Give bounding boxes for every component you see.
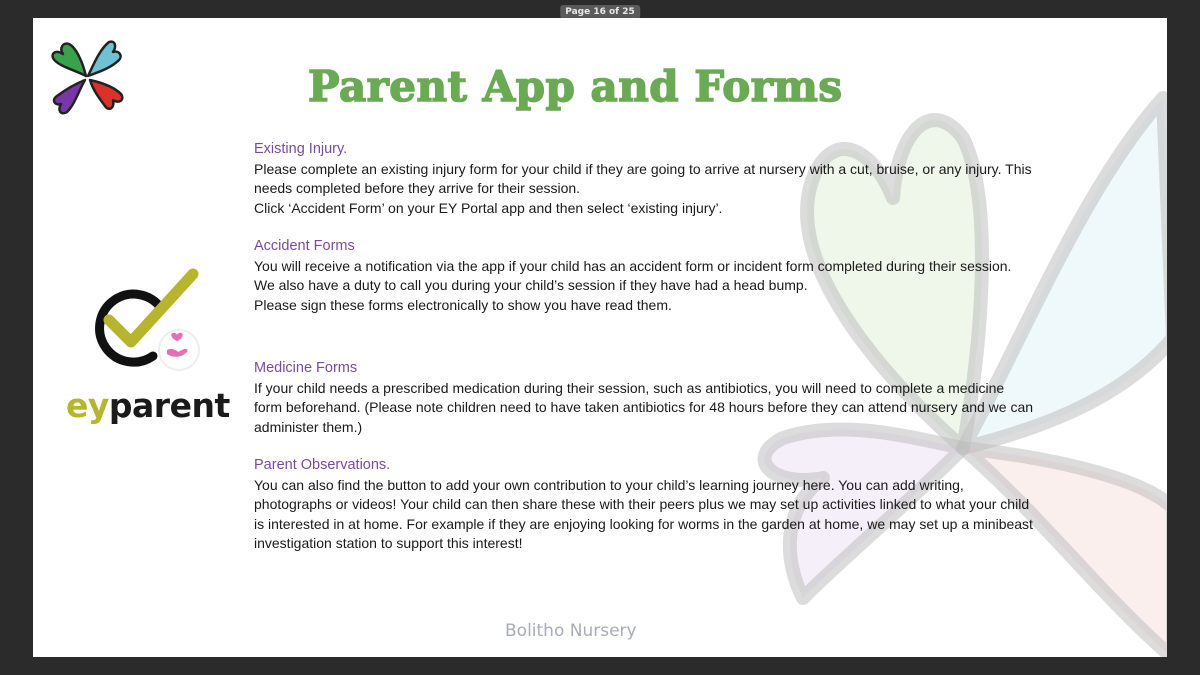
section-parent-observations xyxy=(254,456,1034,554)
slide xyxy=(33,18,1167,657)
section-paragraph: You will receive a notification via the app if your child has an accident form or incident form completed during their session. We also have a duty to call you during your child’s session if they have had a head bump. xyxy=(254,257,1012,293)
section-paragraph: You can also find the button to add your own contribution to your child’s learning journey here. You can add writing, photographs or videos! Your child can then share these with their peers plus we may set up activities linked to what your child is interested in at home. For example if they are enjoying looking for worms in the garden at home, we may set up a minibeast investigation station to support this interest! xyxy=(254,476,1033,551)
section-heading: Existing Injury. xyxy=(254,141,348,157)
section-paragraph: Click ‘Accident Form’ on your EY Portal app and then select ‘existing injury’. xyxy=(254,199,723,216)
nursery-logo-icon xyxy=(47,36,129,120)
section-existing-injury xyxy=(254,140,1034,218)
footer-nursery-name: Bolitho Nursery xyxy=(505,621,637,641)
section-heading: Parent Observations. xyxy=(254,457,391,473)
checkmark-circle-icon xyxy=(63,268,243,383)
eyparent-logo xyxy=(63,268,243,433)
eyparent-wordmark xyxy=(66,386,230,425)
section-paragraph: Please sign these forms electronically to show you have read them. xyxy=(254,296,672,313)
eyparent-prefix: ey xyxy=(66,386,109,425)
section-heading: Accident Forms xyxy=(254,238,355,254)
section-accident-forms xyxy=(254,237,1034,315)
eyparent-suffix: parent xyxy=(108,386,230,425)
slide-content xyxy=(254,140,1034,573)
section-paragraph: If your child needs a prescribed medication during their session, such as antibiotics, you will need to complete a medicine form beforehand. (Please note children need to have taken antibiotics for 48 hours before they can attend nursery and we can administer them.) xyxy=(254,379,1034,435)
section-paragraph: Please complete an existing injury form for your child if they are going to arrive at nursery with a cut, bruise, or any injury. This needs completed before they arrive for their session. xyxy=(254,160,1032,196)
slide-title: Parent App and Forms xyxy=(308,62,843,111)
section-heading: Medicine Forms xyxy=(254,360,358,376)
page-indicator: Page 16 of 25 xyxy=(560,5,640,19)
section-medicine-forms xyxy=(254,359,1034,437)
